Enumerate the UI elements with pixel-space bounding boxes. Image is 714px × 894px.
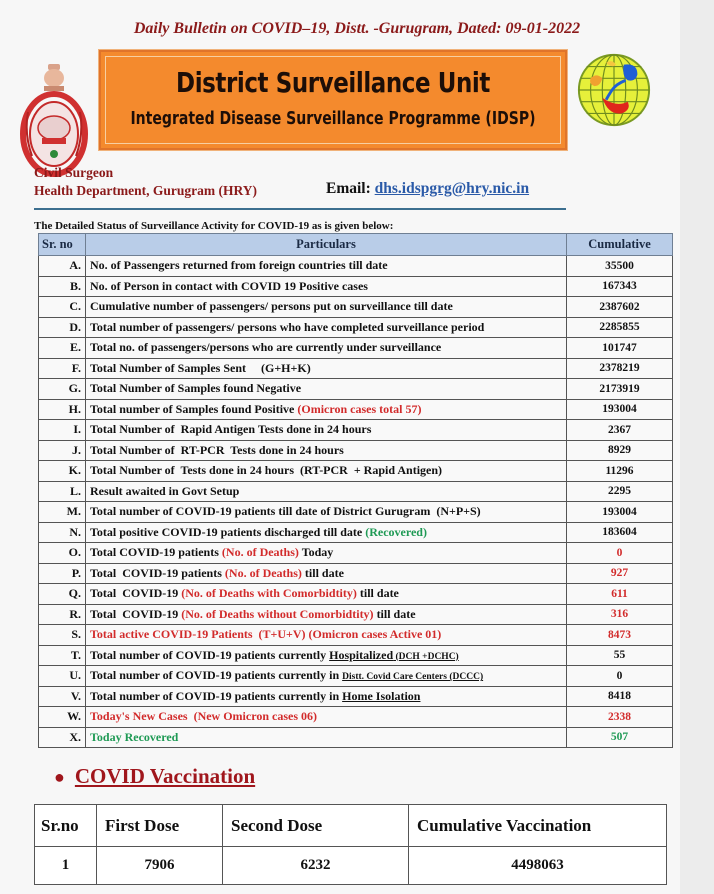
vaccination-heading: ● COVID Vaccination: [54, 764, 256, 788]
row-value: 8929: [567, 440, 673, 461]
row-text-text: Total Number of Samples Sent (G+H+K): [90, 360, 311, 375]
row-particulars: [86, 563, 567, 584]
row-text-text: Total COVID-19: [90, 586, 179, 601]
row-text-text: Cumulative number of passengers/ persons put on surveillance till date: [90, 299, 453, 314]
row-text-text-green: Today Recovered: [90, 729, 179, 744]
email-link[interactable]: dhs.idspgrg@hry.nic.in: [374, 180, 530, 197]
row-text-text: Total Number of RT-PCR Tests done in 24 hours: [90, 442, 344, 457]
row-sr: S.: [39, 625, 86, 646]
row-text-text-ul-small: (DCH +DCHC): [393, 651, 459, 662]
row-text-text-red: Total active COVID-19 Patients (T+U+V) (Omicron cases Active 01): [90, 627, 442, 642]
row-text-text: Total positive COVID-19 patients discharged till date: [90, 524, 363, 539]
row-particulars: [86, 297, 567, 318]
vacc-col-second-dose: Second Dose: [223, 805, 409, 847]
row-sr: A.: [39, 256, 86, 277]
row-value: 0: [567, 666, 673, 687]
row-sr: L.: [39, 481, 86, 502]
row-value: 193004: [567, 399, 673, 420]
row-value: 927: [567, 563, 673, 584]
row-text-text: No. of Passengers returned from foreign countries till date: [90, 258, 388, 273]
row-value: 193004: [567, 502, 673, 523]
row-text-text: Total Number of Tests done in 24 hours (RT-PCR + Rapid Antigen): [90, 463, 443, 478]
surveillance-caption: The Detailed Status of Surveillance Activity for COVID-19 as is given below:: [34, 220, 394, 232]
row-text-text-ul: Hospitalized: [329, 647, 394, 662]
vacc-sr: 1: [35, 847, 97, 885]
row-text-text: Total Number of Samples found Negative: [90, 381, 302, 396]
vacc-col-cumulative: Cumulative Vaccination: [409, 805, 667, 847]
table-row: [39, 727, 673, 748]
row-sr: W.: [39, 707, 86, 728]
table-row: [39, 666, 673, 687]
row-value: 611: [567, 584, 673, 605]
row-text-text-ul: Home Isolation: [342, 688, 421, 703]
table-row: [39, 563, 673, 584]
vacc-first-dose: 7906: [97, 847, 223, 885]
row-value: 8473: [567, 625, 673, 646]
row-text-text: Total number of passengers/ persons who have completed surveillance period: [90, 319, 485, 334]
vacc-row: [35, 847, 667, 885]
table-row: [39, 420, 673, 441]
organization-block: [34, 164, 257, 200]
table-row: [39, 604, 673, 625]
row-text-text-after: Today: [298, 545, 334, 560]
row-sr: G.: [39, 379, 86, 400]
row-text-text: Total COVID-19 patients: [90, 545, 219, 560]
row-text-text: Total COVID-19 patients: [90, 565, 222, 580]
row-particulars: [86, 666, 567, 687]
row-value: 2387602: [567, 297, 673, 318]
row-text-text: Total no. of passengers/persons who are currently under surveillance: [90, 340, 442, 355]
table-row: [39, 461, 673, 482]
row-sr: E.: [39, 338, 86, 359]
row-sr: B.: [39, 276, 86, 297]
col-cumulative: Cumulative: [567, 234, 673, 256]
vacc-col-sr-no: Sr.no: [35, 805, 97, 847]
table-row: [39, 358, 673, 379]
row-value: 2378219: [567, 358, 673, 379]
vacc-second-dose: 6232: [223, 847, 409, 885]
row-value: 2285855: [567, 317, 673, 338]
row-value: 507: [567, 727, 673, 748]
row-sr: R.: [39, 604, 86, 625]
row-sr: M.: [39, 502, 86, 523]
row-particulars: [86, 276, 567, 297]
row-particulars: [86, 707, 567, 728]
row-text-text: No. of Person in contact with COVID 19 Positive cases: [90, 278, 368, 293]
table-row: [39, 543, 673, 564]
table-row: [39, 707, 673, 728]
row-particulars: [86, 256, 567, 277]
surveillance-table: [38, 233, 673, 748]
row-particulars: [86, 543, 567, 564]
row-text-text-red: (No. of Deaths): [221, 565, 302, 580]
row-text-text: Total number of COVID-19 patients currently in: [90, 688, 343, 703]
email-block: [326, 180, 529, 198]
row-sr: K.: [39, 461, 86, 482]
row-sr: T.: [39, 645, 86, 666]
district-surveillance-banner: [99, 50, 567, 150]
row-value: 316: [567, 604, 673, 625]
row-particulars: [86, 522, 567, 543]
row-text-text: Total number of COVID-19 patients currently in: [90, 668, 343, 683]
row-value: 2173919: [567, 379, 673, 400]
table-row: [39, 256, 673, 277]
row-particulars: [86, 727, 567, 748]
row-text-text-after: till date: [356, 586, 399, 601]
row-sr: Q.: [39, 584, 86, 605]
table-row: [39, 379, 673, 400]
row-particulars: [86, 379, 567, 400]
row-particulars: [86, 604, 567, 625]
idsp-globe-icon: [575, 50, 653, 130]
row-value: 2295: [567, 481, 673, 502]
row-text-text-red: Today's New Cases (New Omicron cases 06): [90, 709, 317, 724]
table-row: [39, 686, 673, 707]
row-text-text-red: (No. of Deaths): [218, 545, 299, 560]
bulletin-title: Daily Bulletin on COVID–19, Distt. -Gurugram, Dated: 09-01-2022: [133, 20, 581, 37]
table-row: [39, 440, 673, 461]
row-sr: H.: [39, 399, 86, 420]
row-particulars: [86, 420, 567, 441]
haryana-emblem-icon: [20, 62, 88, 180]
row-text-text: Total number of Samples found Positive: [90, 401, 295, 416]
vacc-cumulative: 4498063: [409, 847, 667, 885]
row-value: 2367: [567, 420, 673, 441]
row-text-text-red: (No. of Deaths with Comorbidtity): [178, 586, 357, 601]
row-text-text: Total COVID-19: [90, 606, 179, 621]
table-row: [39, 317, 673, 338]
row-value: 0: [567, 543, 673, 564]
row-sr: U.: [39, 666, 86, 687]
row-text-text-ul-small: Distt. Covid Care Centers (DCCC): [342, 672, 484, 683]
table-row: [39, 481, 673, 502]
table-row: [39, 645, 673, 666]
banner-subtitle: Integrated Disease Surveillance Programme (IDSP): [130, 108, 536, 129]
row-particulars: [86, 358, 567, 379]
row-particulars: [86, 481, 567, 502]
table-row: [39, 625, 673, 646]
row-particulars: [86, 625, 567, 646]
table-row: [39, 276, 673, 297]
row-particulars: [86, 645, 567, 666]
row-particulars: [86, 502, 567, 523]
bullet-icon: ●: [54, 767, 65, 787]
row-sr: V.: [39, 686, 86, 707]
row-value: 55: [567, 645, 673, 666]
row-sr: F.: [39, 358, 86, 379]
row-sr: X.: [39, 727, 86, 748]
row-value: 11296: [567, 461, 673, 482]
row-particulars: [86, 461, 567, 482]
row-text-text-red: (Omicron cases total 57): [294, 401, 422, 416]
table-row: [39, 297, 673, 318]
banner-title: District Surveillance Unit: [176, 66, 490, 99]
col-sr-no: Sr. no: [39, 234, 86, 256]
row-sr: I.: [39, 420, 86, 441]
row-text-text-after: till date: [373, 606, 416, 621]
table-row: [39, 522, 673, 543]
row-value: 167343: [567, 276, 673, 297]
table-row: [39, 338, 673, 359]
row-text-text-after: till date: [301, 565, 344, 580]
row-text-text: Total Number of Rapid Antigen Tests done in 24 hours: [90, 422, 372, 437]
table-row: [39, 584, 673, 605]
row-value: 183604: [567, 522, 673, 543]
row-sr: P.: [39, 563, 86, 584]
row-particulars: [86, 686, 567, 707]
row-value: 8418: [567, 686, 673, 707]
row-value: 2338: [567, 707, 673, 728]
row-particulars: [86, 440, 567, 461]
vacc-col-first-dose: First Dose: [97, 805, 223, 847]
row-text-text: Total number of COVID-19 patients currently: [90, 647, 330, 662]
org-line-2: Health Department, Gurugram (HRY): [34, 183, 257, 198]
col-particulars: Particulars: [86, 234, 567, 256]
row-particulars: [86, 584, 567, 605]
row-value: 101747: [567, 338, 673, 359]
row-value: 35500: [567, 256, 673, 277]
org-line-1: Civil Surgeon: [34, 165, 114, 180]
row-particulars: [86, 399, 567, 420]
row-text-text: Total number of COVID-19 patients till date of District Gurugram (N+P+S): [90, 504, 481, 519]
row-sr: C.: [39, 297, 86, 318]
row-sr: D.: [39, 317, 86, 338]
row-sr: J.: [39, 440, 86, 461]
table-row: [39, 502, 673, 523]
row-text-text-red: (No. of Deaths without Comorbidtity): [178, 606, 374, 621]
email-label: Email:: [326, 180, 371, 197]
row-particulars: [86, 338, 567, 359]
row-sr: O.: [39, 543, 86, 564]
row-text-text: Result awaited in Govt Setup: [90, 483, 240, 498]
row-sr: N.: [39, 522, 86, 543]
row-text-text-green: (Recovered): [362, 524, 427, 539]
divider: [34, 208, 566, 210]
table-row: [39, 399, 673, 420]
vaccination-table: [34, 804, 667, 885]
row-particulars: [86, 317, 567, 338]
